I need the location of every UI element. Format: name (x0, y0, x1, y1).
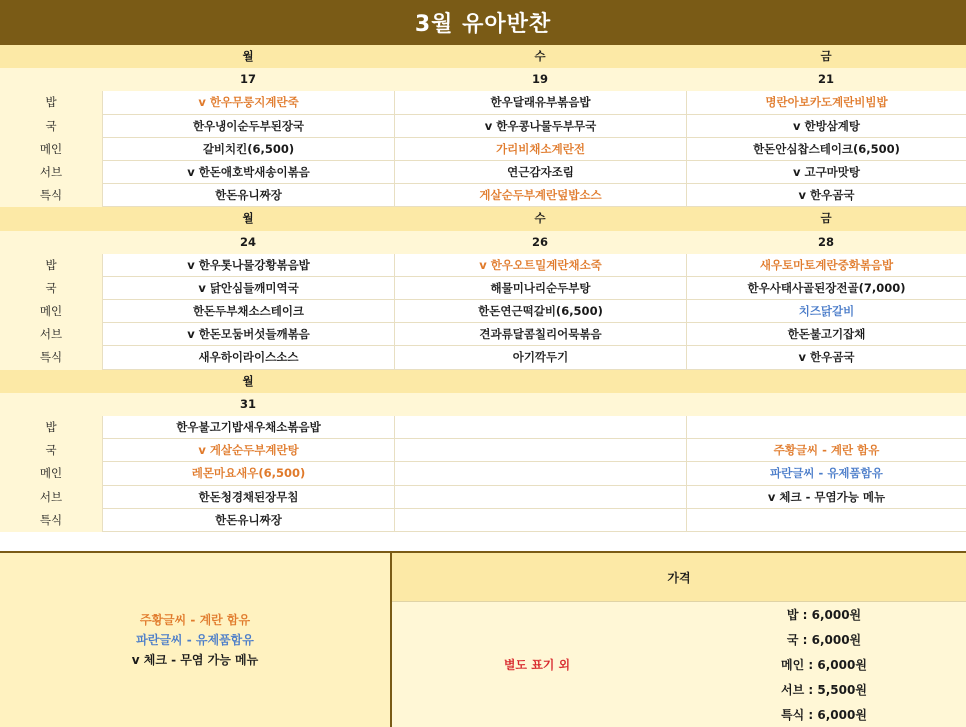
menu-cell: 게살순두부계란덮밥소스 (394, 184, 686, 207)
row-label: 국 (0, 115, 102, 138)
price-header: 가격 (392, 553, 966, 602)
date-cell: 19 (394, 68, 686, 91)
date-cell: 21 (686, 68, 966, 91)
menu-cell: 갈비치킨(6,500) (102, 138, 394, 161)
menu-cell: v 한방삼계탕 (686, 115, 966, 138)
menu-grid (0, 45, 966, 532)
row-label: 밥 (0, 91, 102, 114)
menu-cell (394, 416, 686, 439)
day-header: 수 (394, 207, 686, 230)
date-cell: 31 (102, 393, 394, 416)
day-header (394, 370, 686, 393)
row-label: 메인 (0, 462, 102, 485)
menu-cell: 한우불고기밥새우채소볶음밥 (102, 416, 394, 439)
menu-cell: 가리비채소계란전 (394, 138, 686, 161)
day-header-spacer (0, 370, 102, 393)
price-item: 국 : 6,000원 (786, 633, 862, 647)
row-label: 국 (0, 277, 102, 300)
row-label: 밥 (0, 416, 102, 439)
info-section (0, 551, 966, 727)
price-note: 별도 표기 외 (503, 658, 571, 672)
menu-cell: v 한돈애호박새송이볶음 (102, 161, 394, 184)
menu-cell: v 한우곰국 (686, 184, 966, 207)
date-row-spacer (0, 393, 102, 416)
menu-cell: 견과류달콤칠리어묵볶음 (394, 323, 686, 346)
day-header: 월 (102, 370, 394, 393)
date-cell (686, 393, 966, 416)
menu-cell: 명란아보카도계란비빔밥 (686, 91, 966, 114)
menu-cell: 새우토마토계란중화볶음밥 (686, 254, 966, 277)
date-cell: 24 (102, 231, 394, 254)
row-label: 밥 (0, 254, 102, 277)
menu-cell: v 한우톳나물강황볶음밥 (102, 254, 394, 277)
row-label: 특식 (0, 346, 102, 369)
menu-cell: 한우달래유부볶음밥 (394, 91, 686, 114)
row-label: 서브 (0, 161, 102, 184)
menu-cell (394, 486, 686, 509)
legend-box (0, 553, 392, 727)
legend-dairy: 파란글씨 - 유제품함유 (136, 633, 254, 647)
price-item: 특식 : 6,000원 (781, 708, 867, 722)
price-body (392, 602, 966, 727)
row-label: 메인 (0, 138, 102, 161)
day-header-spacer (0, 45, 102, 68)
menu-cell: 한돈두부채소스테이크 (102, 300, 394, 323)
menu-cell: 새우하이라이스소스 (102, 346, 394, 369)
menu-cell: 아기깍두기 (394, 346, 686, 369)
date-cell: 17 (102, 68, 394, 91)
menu-cell: v 한돈모둠버섯들깨볶음 (102, 323, 394, 346)
menu-cell: v 한우무룽지계란죽 (102, 91, 394, 114)
price-item: 서브 : 5,500원 (781, 683, 867, 697)
date-row-spacer (0, 231, 102, 254)
menu-cell: 레몬마요새우(6,500) (102, 462, 394, 485)
row-label: 메인 (0, 300, 102, 323)
legend-egg: 주황글씨 - 계란 함유 (139, 613, 251, 627)
menu-cell: 한돈안심찹스테이크(6,500) (686, 138, 966, 161)
menu-cell (394, 439, 686, 462)
menu-cell: 주황글씨 - 계란 함유 (686, 439, 966, 462)
row-label: 서브 (0, 323, 102, 346)
date-cell: 26 (394, 231, 686, 254)
price-item: 밥 : 6,000원 (786, 608, 862, 622)
menu-cell (394, 462, 686, 485)
row-label: 국 (0, 439, 102, 462)
price-list (682, 602, 966, 727)
menu-cell: 한돈청경채된장무침 (102, 486, 394, 509)
day-header: 수 (394, 45, 686, 68)
row-label: 특식 (0, 509, 102, 532)
menu-cell: 연근감자조림 (394, 161, 686, 184)
day-header: 금 (686, 45, 966, 68)
menu-cell: v 고구마맛탕 (686, 161, 966, 184)
menu-cell: 치즈닭갈비 (686, 300, 966, 323)
date-cell: 28 (686, 231, 966, 254)
legend-salt: v 체크 - 무염 가능 메뉴 (131, 653, 259, 667)
day-header-spacer (0, 207, 102, 230)
menu-cell: 한돈유니짜장 (102, 509, 394, 532)
price-box (392, 553, 966, 727)
menu-cell: 한돈불고기잡채 (686, 323, 966, 346)
menu-cell: 해물미나리순두부탕 (394, 277, 686, 300)
day-header: 금 (686, 207, 966, 230)
menu-cell: v 한우곰국 (686, 346, 966, 369)
menu-cell (394, 509, 686, 532)
menu-cell: v 체크 - 무염가능 메뉴 (686, 486, 966, 509)
day-header: 월 (102, 45, 394, 68)
menu-cell: v 한우콩나물두부무국 (394, 115, 686, 138)
menu-cell: v 닭안심들깨미역국 (102, 277, 394, 300)
menu-cell: 한돈연근떡갈비(6,500) (394, 300, 686, 323)
menu-cell: v 한우오트밀계란채소죽 (394, 254, 686, 277)
menu-cell: 한돈유니짜장 (102, 184, 394, 207)
date-row-spacer (0, 68, 102, 91)
day-header (686, 370, 966, 393)
price-item: 메인 : 6,000원 (781, 658, 867, 672)
row-label: 특식 (0, 184, 102, 207)
menu-cell (686, 416, 966, 439)
date-cell (394, 393, 686, 416)
day-header: 월 (102, 207, 394, 230)
row-label: 서브 (0, 486, 102, 509)
page-title: 3월 유아반찬 (0, 0, 966, 45)
menu-cell: v 게살순두부계란탕 (102, 439, 394, 462)
menu-cell (686, 509, 966, 532)
menu-cell: 파란글씨 - 유제품함유 (686, 462, 966, 485)
menu-cell: 한우냉이순두부된장국 (102, 115, 394, 138)
menu-cell: 한우사태사골된장전골(7,000) (686, 277, 966, 300)
